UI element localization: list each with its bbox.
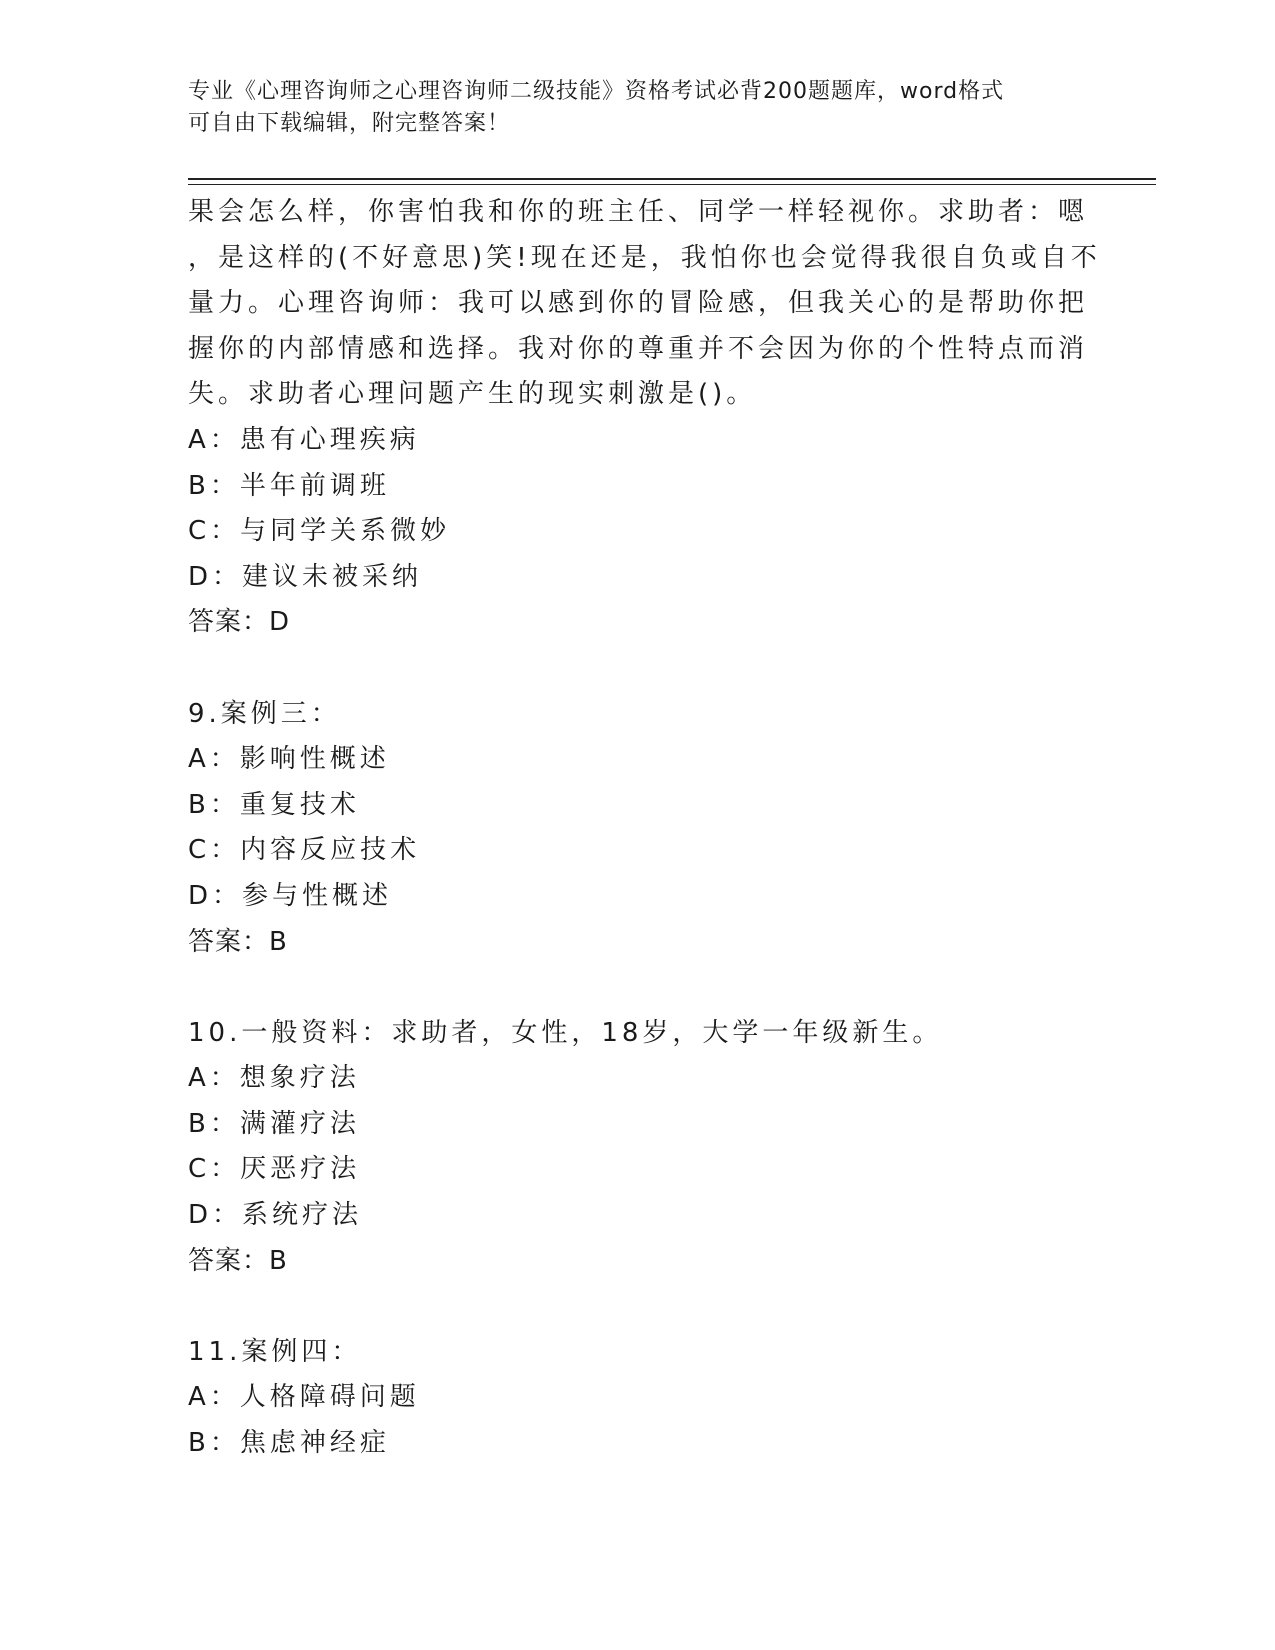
question-stem-line: 握你的内部情感和选择。我对你的尊重并不会因为你的个性特点而消 [188, 333, 1089, 364]
question-8 [188, 190, 1101, 646]
question-stem-line: 量力。心理咨询师：我可以感到你的冒险感，但我关心的是帮助你把 [188, 288, 1089, 319]
header-line-1: 专业《心理咨询师之心理咨询师二级技能》资格考试必背200题题库，word格式 [188, 79, 1005, 104]
option-a: A：人格障碍问题 [188, 1382, 420, 1413]
option-a: A：想象疗法 [188, 1063, 360, 1094]
option-c: C：厌恶疗法 [188, 1154, 361, 1185]
question-stem-line: 果会怎么样，你害怕我和你的班主任、同学一样轻视你。求助者：嗯 [188, 197, 1089, 227]
option-a: A：患有心理疾病 [188, 424, 420, 455]
option-b: B：半年前调班 [188, 470, 390, 501]
option-d: D：参与性概述 [188, 880, 393, 911]
document-body [188, 190, 1101, 1467]
question-9 [188, 692, 1088, 966]
question-10 [188, 1011, 1088, 1285]
question-stem: 11.案例四： [188, 1336, 362, 1367]
option-b: B：满灌疗法 [188, 1108, 360, 1139]
header-rule-thick [188, 178, 1156, 180]
document-header [188, 76, 1088, 140]
option-d: D：建议未被采纳 [188, 561, 423, 592]
option-c: C：内容反应技术 [188, 835, 421, 866]
header-line-2: 可自由下载编辑，附完整答案！ [188, 111, 511, 136]
option-d: D：系统疗法 [188, 1200, 363, 1231]
answer-line: 答案：B [188, 926, 288, 957]
answer-line: 答案：D [188, 607, 291, 638]
option-b: B：焦虑神经症 [188, 1428, 390, 1459]
spacer [188, 965, 1088, 1011]
question-stem: 10.一般资料：求助者，女性，18岁，大学一年级新生。 [188, 1017, 943, 1048]
option-a: A：影响性概述 [188, 744, 390, 775]
answer-line: 答案：B [188, 1245, 288, 1276]
question-11 [188, 1330, 1088, 1467]
option-b: B：重复技术 [188, 789, 360, 820]
spacer [188, 646, 1088, 692]
question-stem-line: 失。求助者心理问题产生的现实刺激是()。 [188, 379, 757, 410]
option-c: C：与同学关系微妙 [188, 516, 451, 547]
question-stem: 9.案例三： [188, 698, 341, 729]
header-rule-thin [188, 184, 1156, 185]
spacer [188, 1284, 1088, 1330]
question-stem-line: ，是这样的(不好意思)笑!现在还是，我怕你也会觉得我很自负或自不 [188, 242, 1101, 273]
